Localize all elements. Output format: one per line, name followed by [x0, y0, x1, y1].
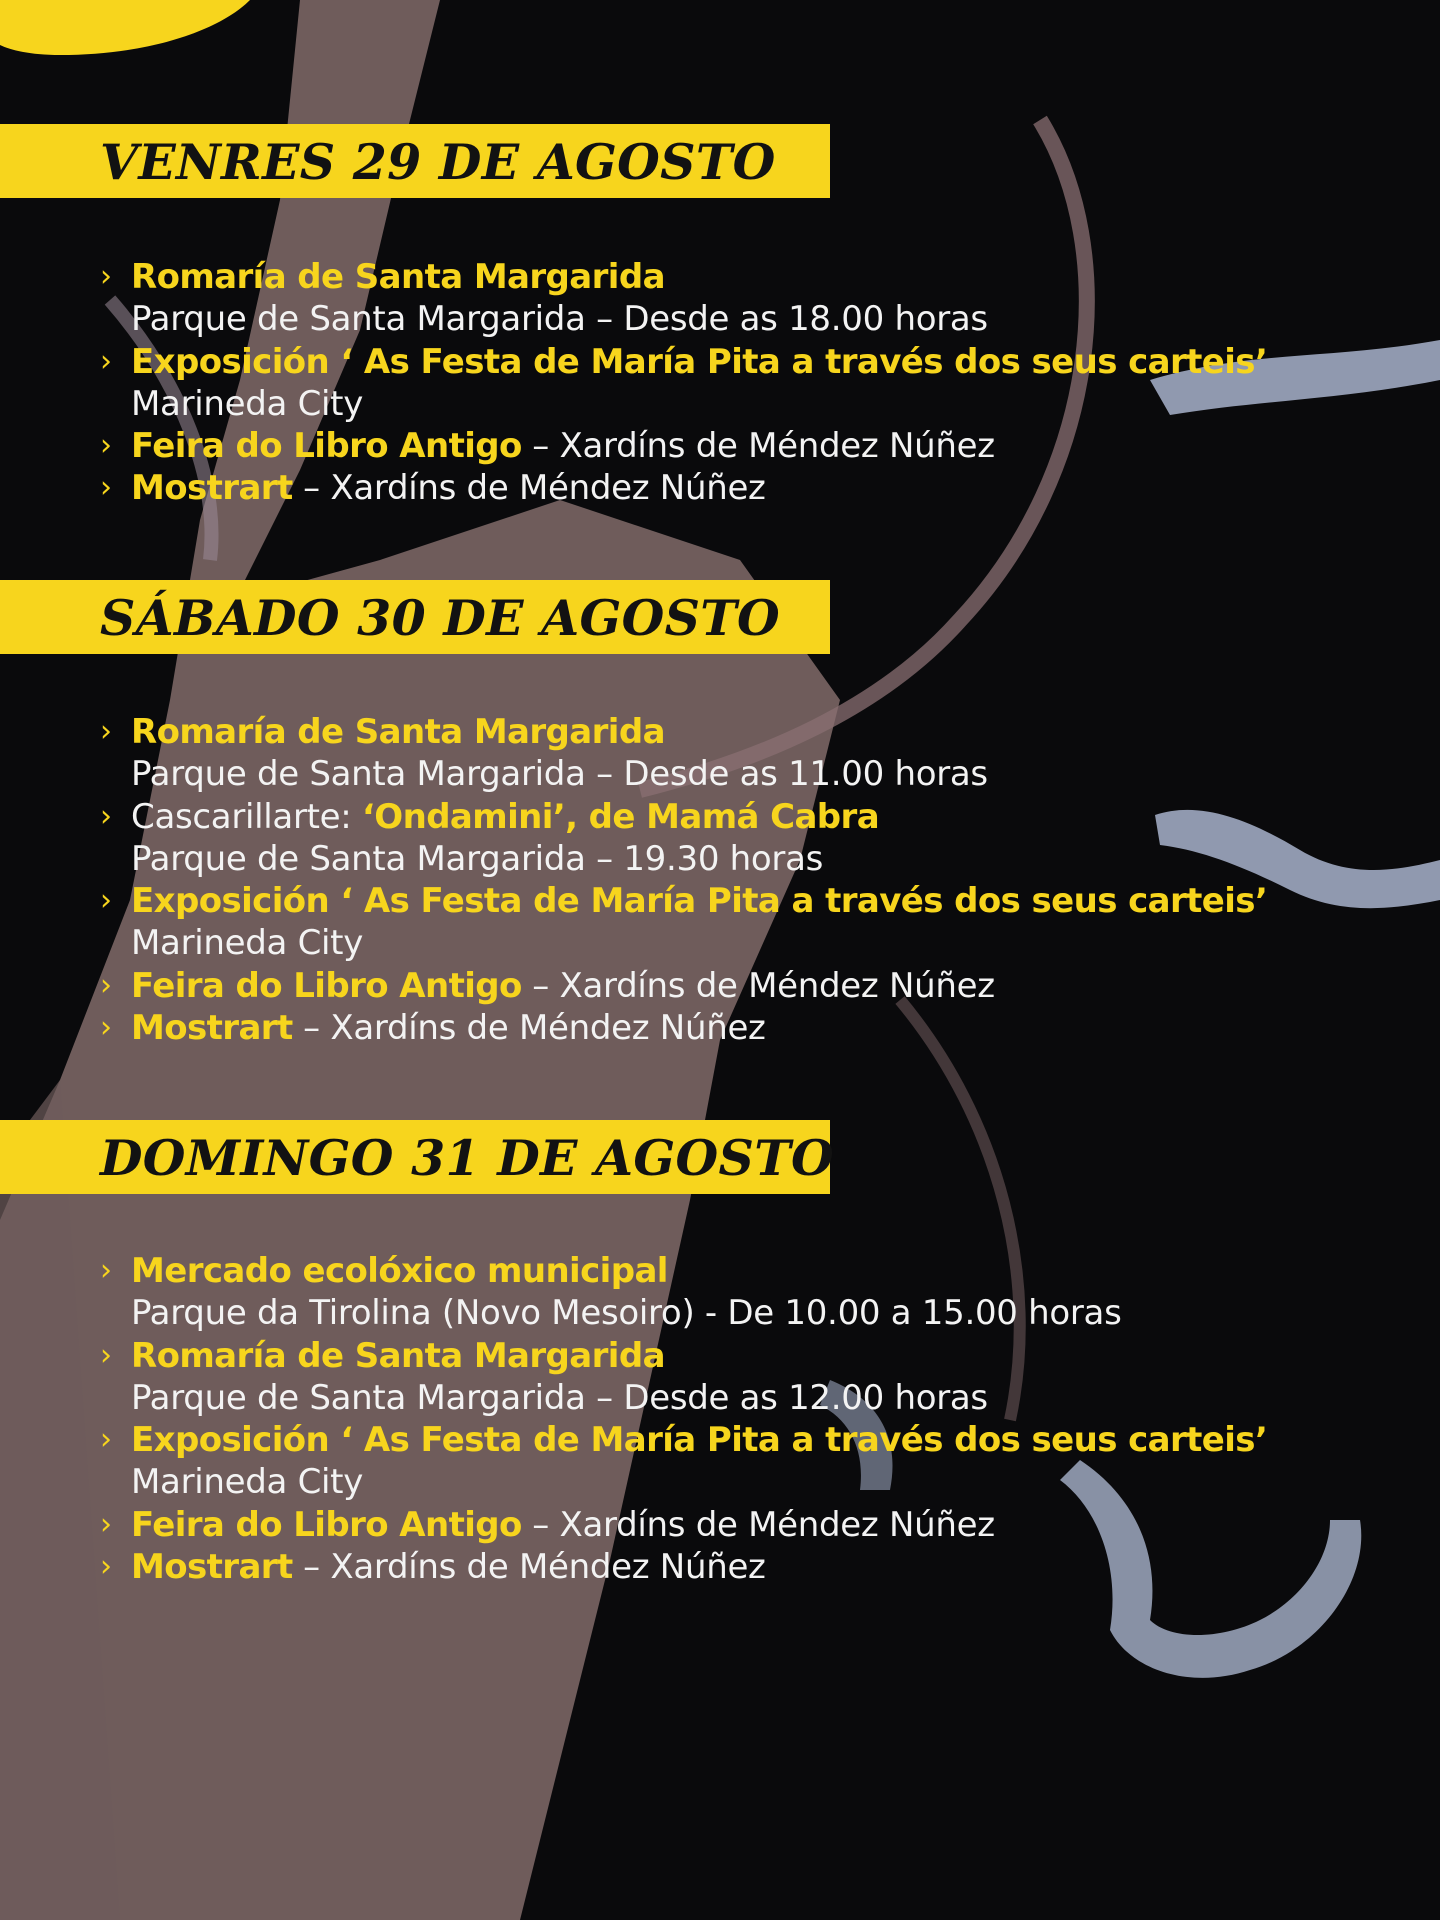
event-title-line: [100, 1250, 1400, 1292]
event-place: – Xardíns de Méndez Núñez: [292, 1547, 766, 1588]
event-item: [100, 1250, 1400, 1335]
chevron-right-icon: ›: [100, 714, 112, 749]
event-item: [100, 1419, 1400, 1504]
event-item: [100, 1007, 1400, 1049]
event-title-line: [100, 425, 1400, 467]
event-list-domingo: [100, 1250, 1400, 1588]
event-name: Mostrart: [131, 1547, 293, 1588]
chevron-right-icon: ›: [100, 798, 112, 834]
event-list-venres: [100, 256, 1400, 510]
day-title: DOMINGO 31 DE AGOSTO: [100, 1129, 834, 1187]
event-place: – Xardíns de Méndez Núñez: [521, 1504, 995, 1545]
event-title-line: [100, 796, 1400, 838]
event-place: – Xardíns de Méndez Núñez: [521, 426, 995, 467]
event-item: [100, 341, 1400, 426]
event-name: Mostrart: [131, 468, 293, 509]
event-title-line: [100, 256, 1400, 298]
event-name: Mostrart: [131, 1008, 293, 1049]
event-detail: Marineda City: [131, 923, 364, 964]
event-detail: Parque de Santa Margarida – Desde as 12.00 horas: [131, 1377, 988, 1418]
event-item: [100, 467, 1400, 509]
chevron-right-icon: ›: [100, 883, 112, 919]
day-title: VENRES 29 DE AGOSTO: [100, 133, 776, 191]
chevron-right-icon: ›: [100, 428, 112, 464]
event-name: Feira do Libro Antigo: [131, 965, 522, 1006]
event-name: Exposición ‘ As Festa de María Pita a través dos seus carteis’: [131, 1420, 1268, 1461]
event-detail: Marineda City: [131, 383, 364, 424]
event-detail: Parque de Santa Margarida – Desde as 11.00 horas: [131, 754, 988, 795]
event-title-line: [100, 1504, 1400, 1546]
chevron-right-icon: ›: [100, 259, 112, 294]
event-name: Exposición ‘ As Festa de María Pita a través dos seus carteis’: [131, 881, 1268, 922]
event-place: – Xardíns de Méndez Núñez: [521, 965, 995, 1006]
chevron-right-icon: ›: [100, 1506, 112, 1542]
event-name: Mercado ecolóxico municipal: [131, 1251, 668, 1291]
event-item: [100, 880, 1400, 965]
day-header-venres: [0, 124, 830, 198]
event-name: Feira do Libro Antigo: [131, 426, 522, 467]
event-item: [100, 425, 1400, 467]
chevron-right-icon: ›: [100, 1253, 112, 1288]
event-title-line: [100, 1419, 1400, 1461]
event-item: [100, 1335, 1400, 1420]
event-title-line: [100, 711, 1400, 753]
chevron-right-icon: ›: [100, 343, 112, 379]
chevron-right-icon: ›: [100, 1010, 112, 1046]
event-item: [100, 965, 1400, 1007]
event-detail: Parque de Santa Margarida – Desde as 18.00 horas: [131, 299, 988, 340]
event-name: Romaría de Santa Margarida: [131, 712, 665, 752]
day-header-domingo: [0, 1120, 834, 1194]
event-title-line: [100, 965, 1400, 1007]
day-header-sabado: [0, 580, 830, 654]
event-title-line: [100, 1007, 1400, 1049]
event-place: – Xardíns de Méndez Núñez: [292, 468, 766, 509]
chevron-right-icon: ›: [100, 1422, 112, 1458]
event-place: – Xardíns de Méndez Núñez: [292, 1008, 766, 1049]
event-title-line: [100, 467, 1400, 509]
event-detail: Marineda City: [131, 1462, 364, 1503]
event-name: Exposición ‘ As Festa de María Pita a través dos seus carteis’: [131, 341, 1268, 382]
event-item: [100, 1546, 1400, 1588]
event-prefix: Cascarillarte:: [131, 796, 362, 837]
event-name: ‘Ondamini’, de Mamá Cabra: [361, 796, 880, 837]
chevron-right-icon: ›: [100, 470, 112, 506]
event-detail: Parque de Santa Margarida – 19.30 horas: [131, 838, 824, 879]
event-title-line: [100, 880, 1400, 922]
event-name: Feira do Libro Antigo: [131, 1504, 522, 1545]
event-item: [100, 1504, 1400, 1546]
event-name: Romaría de Santa Margarida: [131, 1335, 665, 1376]
event-item: [100, 256, 1400, 341]
event-list-sabado: [100, 711, 1400, 1049]
event-title-line: [100, 1335, 1400, 1377]
event-item: [100, 796, 1400, 881]
event-name: Romaría de Santa Margarida: [131, 257, 665, 297]
event-detail: Parque da Tirolina (Novo Mesoiro) - De 10.00 a 15.00 horas: [131, 1293, 1122, 1334]
chevron-right-icon: ›: [100, 1337, 112, 1373]
event-title-line: [100, 1546, 1400, 1588]
chevron-right-icon: ›: [100, 1549, 112, 1585]
chevron-right-icon: ›: [100, 967, 112, 1003]
event-title-line: [100, 341, 1400, 383]
day-title: SÁBADO 30 DE AGOSTO: [100, 589, 781, 647]
event-item: [100, 711, 1400, 796]
